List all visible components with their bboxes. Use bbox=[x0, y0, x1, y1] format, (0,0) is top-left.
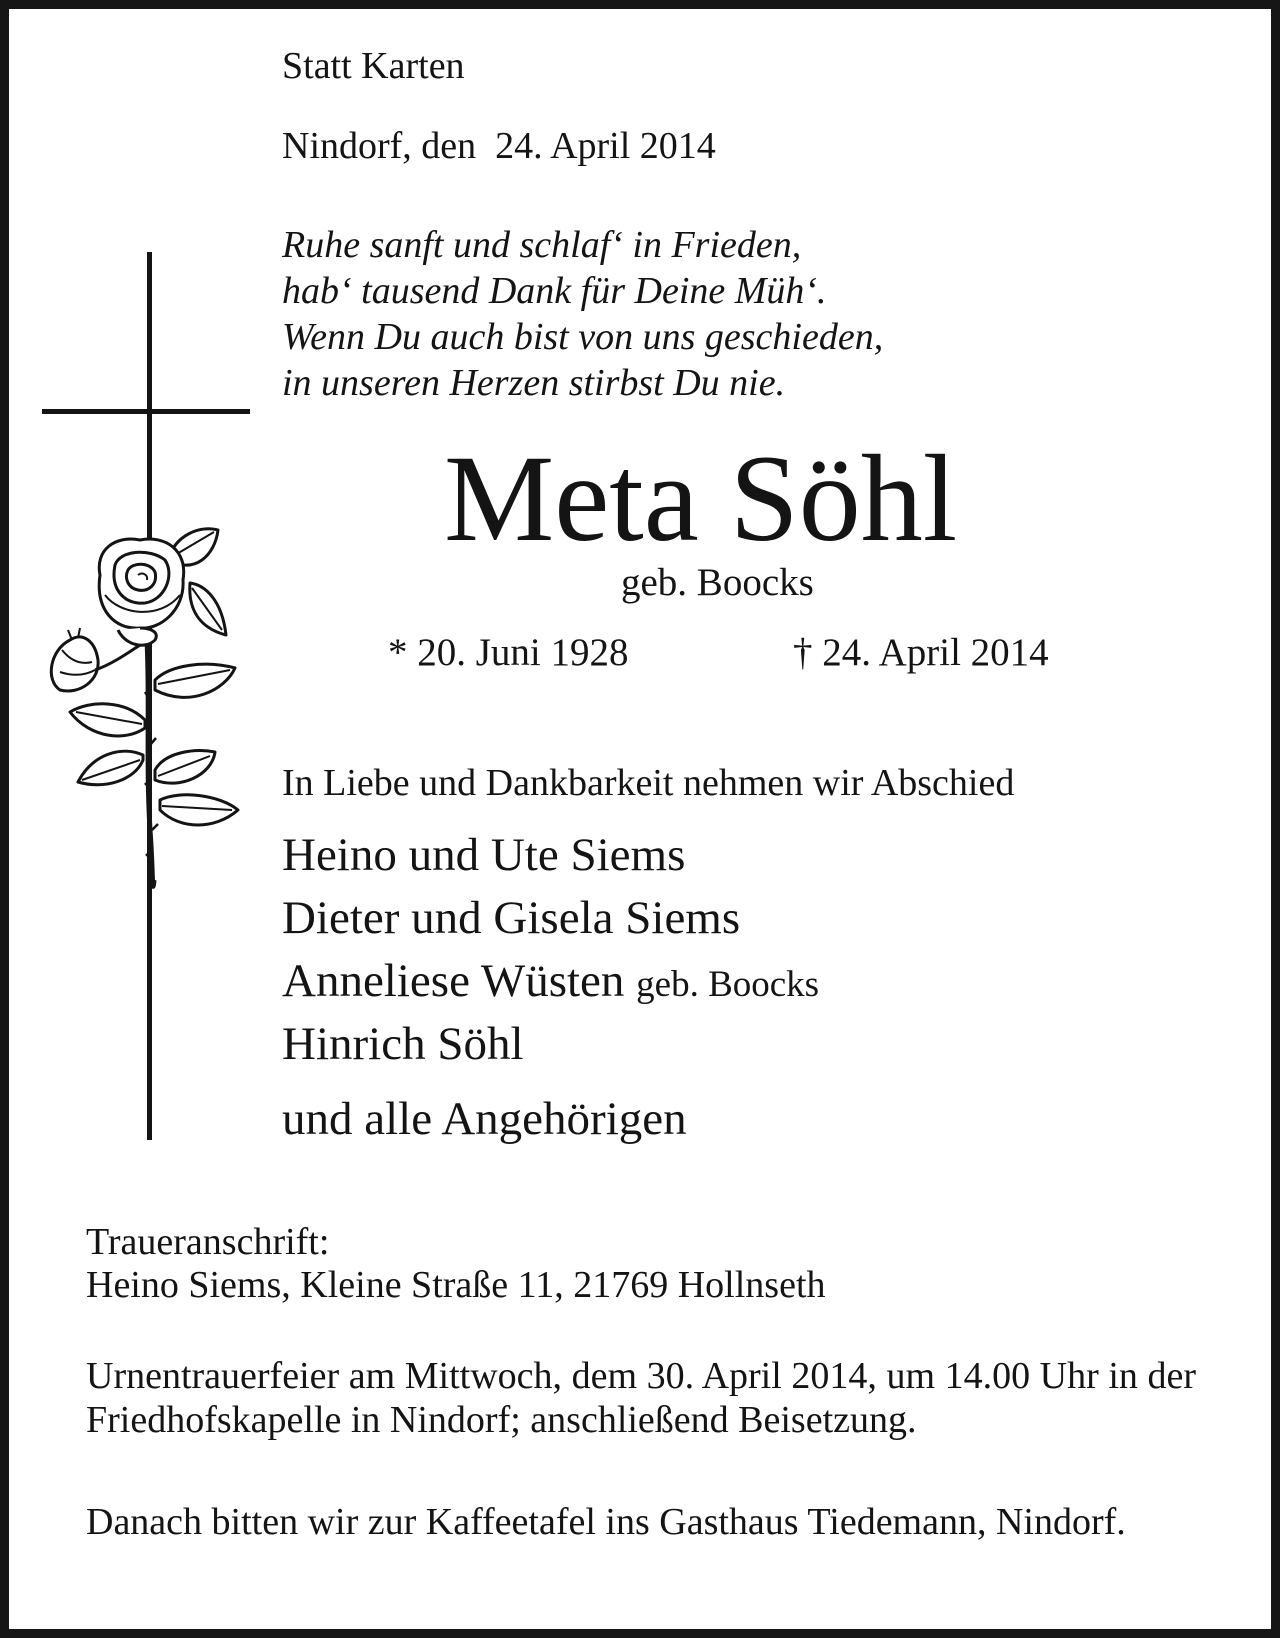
address-value: Heino Siems, Kleine Straße 11, 21769 Hollnseth bbox=[86, 1264, 826, 1306]
birth-name: geb. Boocks bbox=[621, 561, 814, 604]
mourner-name: Hinrich Söhl bbox=[282, 1018, 524, 1070]
verse-line: hab‘ tausend Dank für Deine Müh‘. bbox=[282, 270, 827, 312]
coffee-info: Danach bitten wir zur Kaffeetafel ins Gasthaus Tiedemann, Nindorf. bbox=[86, 1501, 1126, 1543]
deceased-name: Meta Söhl bbox=[444, 430, 958, 567]
verse-line: Wenn Du auch bist von uns geschieden, bbox=[282, 316, 884, 358]
ceremony-info: Urnentrauerfeier am Mittwoch, dem 30. April 2014, um 14.00 Uhr in der Friedhofskapelle in Nindorf; anschließend Beisetzung. bbox=[86, 1355, 1196, 1441]
mourner-birth-name: geb. Boocks bbox=[636, 964, 820, 1005]
place-date: Nindorf, den 24. April 2014 bbox=[282, 125, 716, 167]
mourner-name: Heino und Ute Siems bbox=[282, 829, 686, 881]
address-label: Traueranschrift: bbox=[86, 1221, 330, 1263]
birth-date: * 20. Juni 1928 bbox=[388, 631, 629, 674]
rose-icon bbox=[51, 529, 238, 887]
verse-line: Ruhe sanft und schlaf‘ in Frieden, bbox=[282, 224, 802, 266]
relatives-closing: und alle Angehörigen bbox=[282, 1093, 687, 1145]
death-date: † 24. April 2014 bbox=[793, 631, 1049, 674]
mourner-name-text: Anneliese Wüsten bbox=[282, 955, 625, 1007]
statt-karten: Statt Karten bbox=[282, 45, 465, 87]
mourner-name bbox=[282, 955, 820, 1007]
farewell-intro: In Liebe und Dankbarkeit nehmen wir Abschied bbox=[282, 762, 1015, 804]
mourner-name: Dieter und Gisela Siems bbox=[282, 892, 741, 944]
verse-line: in unseren Herzen stirbst Du nie. bbox=[282, 362, 786, 404]
verse bbox=[282, 222, 883, 406]
